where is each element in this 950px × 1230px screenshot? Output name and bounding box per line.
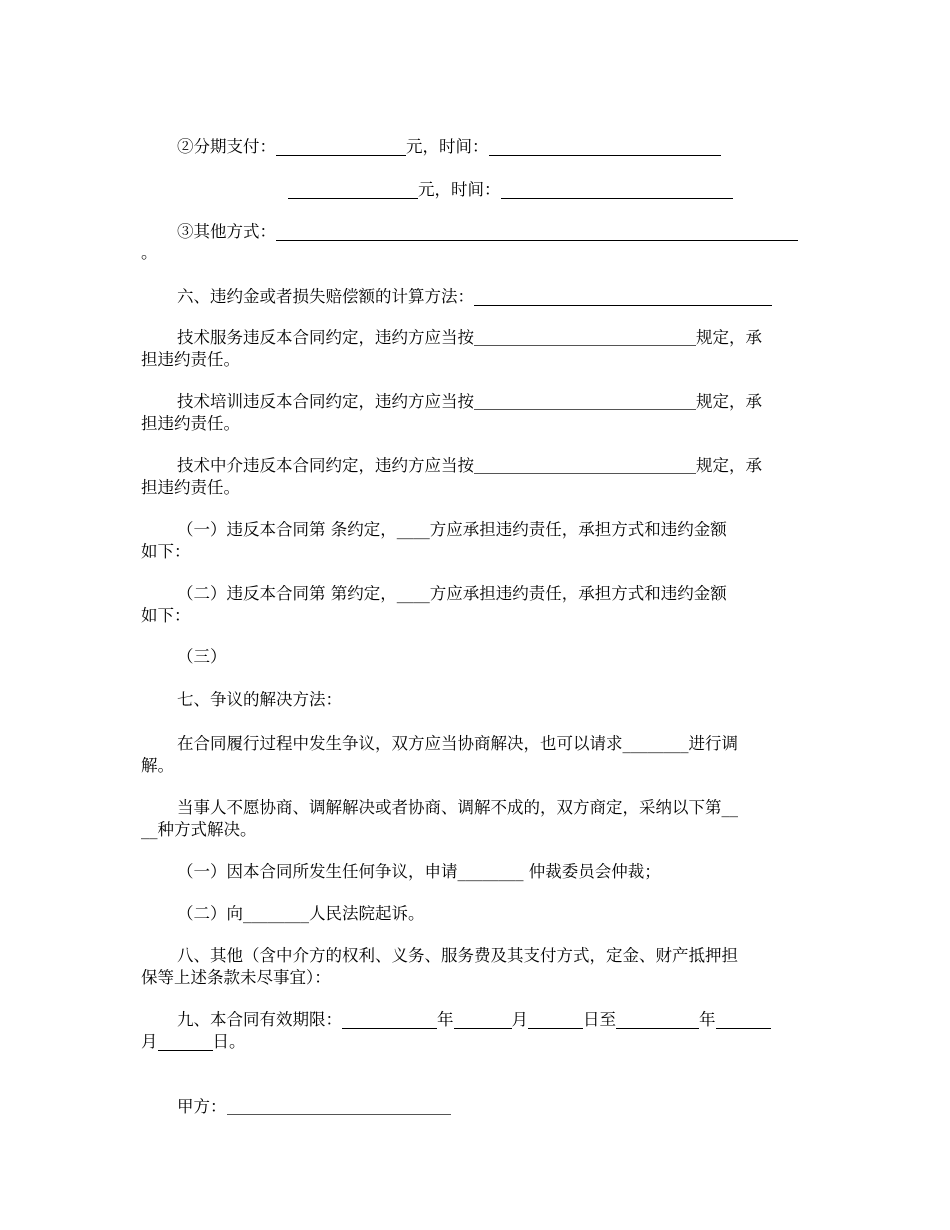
end-year-blank[interactable] [616, 1011, 699, 1029]
day-to-label: 日至 [583, 1010, 616, 1029]
dispute-blank[interactable]: ________ [622, 734, 689, 753]
training-blank[interactable] [474, 394, 696, 410]
item1-text-a: （一）违反本合同第 条约定， [177, 520, 397, 539]
yuan-time-label-1: 元，时间： [406, 137, 489, 156]
other-method-blank[interactable] [276, 223, 798, 241]
dispute-cont: 解。 [141, 756, 174, 775]
training-cont: 担违约责任。 [141, 414, 240, 433]
sec8-cont: 保等上述条款未尽事宜）： [141, 968, 331, 987]
item2-text-b: 方应承担违约责任，承担方式和违约金额 [429, 584, 727, 603]
negotiation-cont: __种方式解决。 [141, 820, 257, 839]
arbitration-line [141, 862, 847, 882]
party-a-line [141, 1097, 847, 1117]
dispute-line [141, 734, 847, 754]
training-text-end: 规定，承 [696, 392, 762, 411]
sec6-title: 六、违约金或者损失赔偿额的计算方法： [177, 287, 474, 306]
item1-cont-line [141, 542, 811, 562]
service-line [141, 328, 847, 348]
negotiation-cont-line [141, 820, 811, 840]
agent-line [141, 456, 847, 476]
item1-cont: 如下： [141, 542, 191, 561]
start-month-blank[interactable] [454, 1011, 512, 1029]
item1-text-b: 方应承担违约责任，承担方式和违约金额 [429, 520, 727, 539]
installment-line-1 [141, 137, 847, 157]
item2-cont-line [141, 606, 811, 626]
item2-line [141, 584, 847, 604]
service-cont: 担违约责任。 [141, 350, 240, 369]
dispute-text-b: 进行调 [688, 734, 738, 753]
arbitration-text-b: 仲裁委员会仲裁； [523, 862, 661, 881]
agent-text-end: 规定，承 [696, 456, 762, 475]
agent-cont: 担违约责任。 [141, 478, 240, 497]
start-year-blank[interactable] [342, 1011, 437, 1029]
month2-label: 月 [141, 1032, 158, 1051]
sec8-text: 八、其他（含中介方的权利、义务、服务费及其支付方式，定金、财产抵押担 [177, 946, 738, 965]
item3-text: （三） [177, 647, 227, 666]
training-line [141, 392, 847, 412]
item1-blank[interactable]: ____ [396, 520, 430, 539]
training-cont-line [141, 414, 811, 434]
amount-blank-2[interactable] [288, 181, 418, 199]
item2-cont: 如下： [141, 606, 191, 625]
amount-blank-1[interactable] [276, 138, 406, 156]
day-end-label: 日。 [212, 1032, 246, 1051]
dispute-text-a: 在合同履行过程中发生争议，双方应当协商解决，也可以请求 [177, 734, 623, 753]
item1-line [141, 520, 847, 540]
sec9-cont-line [141, 1032, 811, 1052]
yuan-time-label-2: 元，时间： [418, 180, 501, 199]
dispute-cont-line [141, 756, 811, 776]
item3-line [141, 647, 847, 667]
end-day-blank[interactable] [158, 1033, 213, 1051]
item2-blank[interactable]: ____ [396, 584, 430, 603]
period-mark: 。 [141, 243, 158, 262]
court-line [141, 904, 847, 924]
negotiation-blank[interactable]: __ [721, 798, 738, 817]
negotiation-text: 当事人不愿协商、调解解决或者协商、调解不成的，双方商定，采纳以下第 [177, 798, 722, 817]
party-a-label: 甲方： [177, 1097, 227, 1116]
year-label: 年 [437, 1010, 454, 1029]
service-text-end: 规定，承 [696, 328, 762, 347]
arbitration-text-a: （一）因本合同所发生任何争议，申请 [177, 862, 458, 881]
court-text-b: 人民法院起诉。 [309, 904, 425, 923]
agent-blank[interactable] [474, 458, 696, 474]
sec6-blank[interactable] [474, 288, 772, 306]
service-blank[interactable] [474, 330, 696, 346]
other-method-line [141, 222, 847, 242]
service-cont-line [141, 350, 811, 370]
installment-label: ②分期支付： [177, 137, 276, 156]
sec8-line [141, 946, 847, 966]
party-a-blank[interactable] [227, 1099, 451, 1115]
sec9-title: 九、本合同有效期限： [177, 1010, 342, 1029]
other-method-label: ③其他方式： [177, 222, 276, 241]
installment-line-2 [141, 180, 950, 200]
end-month-blank-start[interactable] [716, 1011, 771, 1029]
sec9-line [141, 1010, 847, 1030]
agent-cont-line [141, 478, 811, 498]
month-label: 月 [511, 1010, 528, 1029]
period-line [141, 243, 811, 263]
year2-label: 年 [699, 1010, 716, 1029]
agent-text: 技术中介违反本合同约定，违约方应当按 [177, 456, 474, 475]
negotiation-line [141, 798, 847, 818]
service-text: 技术服务违反本合同约定，违约方应当按 [177, 328, 474, 347]
sec7-line [141, 690, 847, 710]
item2-text-a: （二）违反本合同第 第约定， [177, 584, 397, 603]
court-text-a: （二）向 [177, 904, 243, 923]
court-blank[interactable]: ________ [243, 904, 309, 923]
sec6-line [141, 287, 847, 307]
sec8-cont-line [141, 968, 811, 988]
start-day-blank[interactable] [528, 1011, 583, 1029]
time-blank-1[interactable] [489, 138, 721, 156]
time-blank-2[interactable] [501, 181, 733, 199]
training-text: 技术培训违反本合同约定，违约方应当按 [177, 392, 474, 411]
arbitration-blank[interactable]: ________ [457, 862, 524, 881]
sec7-title: 七、争议的解决方法： [177, 690, 342, 709]
